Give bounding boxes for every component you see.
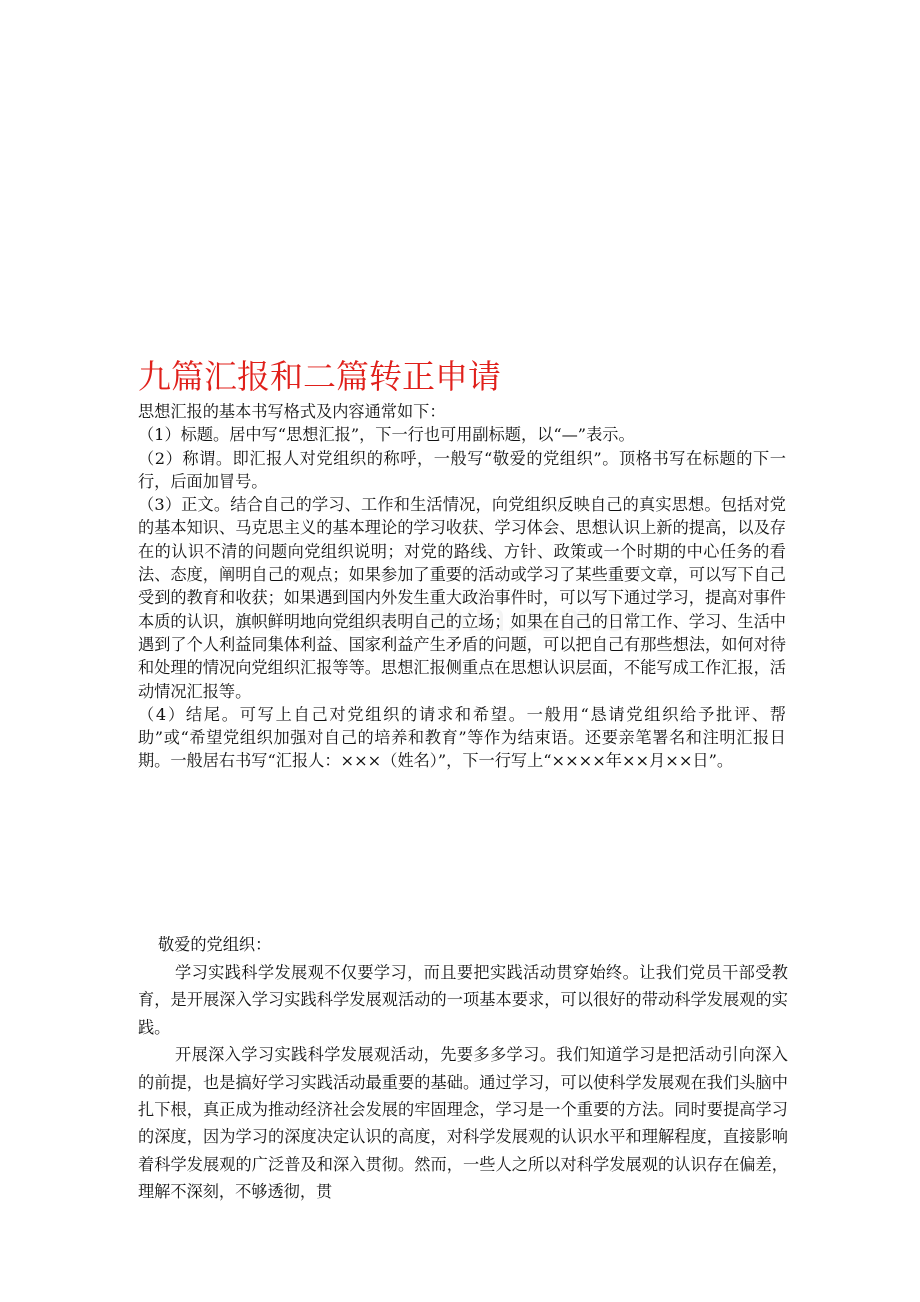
report-section xyxy=(138,931,788,1206)
report-salutation: 敬爱的党组织： xyxy=(158,935,272,954)
format-item-body: （3）正文。结合自己的学习、工作和生活情况，向党组织反映自己的真实思想。包括对党的基本知识、马克思主义的基本理论的学习收获、学习体会、思想认识上新的提高，以及存在的认识不清的问题向党组织说明；对党的路线、方针、政策或一个时期的中心任务的看法、态度，阐明自己的观点；如果参加了重要的活动或学习了某些重要文章，可以写下自己受到的教育和收获；如果遇到国内外发生重大政治事件时，可以写下通过学习，提高对事件本质的认识，旗帜鲜明地向党组织表明自己的立场；如果在自己的日常工作、学习、生活中遇到了个人利益同集体利益、国家利益产生矛盾的问题，可以把自己有那些想法，如何对待和处理的情况向党组织汇报等等。思想汇报侧重点在思想认识层面，不能写成工作汇报，活动情况汇报等。 xyxy=(138,495,786,701)
report-paragraph: 开展深入学习实践科学发展观活动，先要多多学习。我们知道学习是把活动引向深入的前提，也是搞好学习实践活动最重要的基础。通过学习，可以使科学发展观在我们头脑中扎下根，真正成为推动经济社会发展的牢固理念，学习是一个重要的方法。同时要提高学习的深度，因为学习的深度决定认识的高度，对科学发展观的认识水平和理解程度，直接影响着科学发展观的广泛普及和深入贯彻。然而，一些人之所以对科学发展观的认识存在偏差，理解不深刻，不够透彻，贯 xyxy=(138,1045,788,1202)
document-title: 九篇汇报和二篇转正申请 xyxy=(138,357,501,396)
format-intro: 思想汇报的基本书写格式及内容通常如下： xyxy=(138,402,446,421)
report-paragraph: 学习实践科学发展观不仅要学习，而且要把实践活动贯穿始终。让我们党员干部受教育，是开展深入学习实践科学发展观活动的一项基本要求，可以很好的带动科学发展观的实践。 xyxy=(138,963,788,1037)
format-item-salutation: （2）称谓。即汇报人对党组织的称呼，一般写“敬爱的党组织”。顶格书写在标题的下一行，后面加冒号。 xyxy=(138,448,786,491)
format-item-title: （1）标题。居中写“思想汇报”，下一行也可用副标题，以“—”表示。 xyxy=(138,425,635,445)
format-guide-section xyxy=(138,400,786,773)
format-item-ending: （4）结尾。可写上自己对党组织的请求和希望。一般用“恳请党组织给予批评、帮助”或“希望党组织加强对自己的培养和教育”等作为结束语。还要亲笔署名和注明汇报日期。一般居右书写“汇报人：×××（姓名）”，下一行写上“××××年××月××日”。 xyxy=(138,704,786,771)
